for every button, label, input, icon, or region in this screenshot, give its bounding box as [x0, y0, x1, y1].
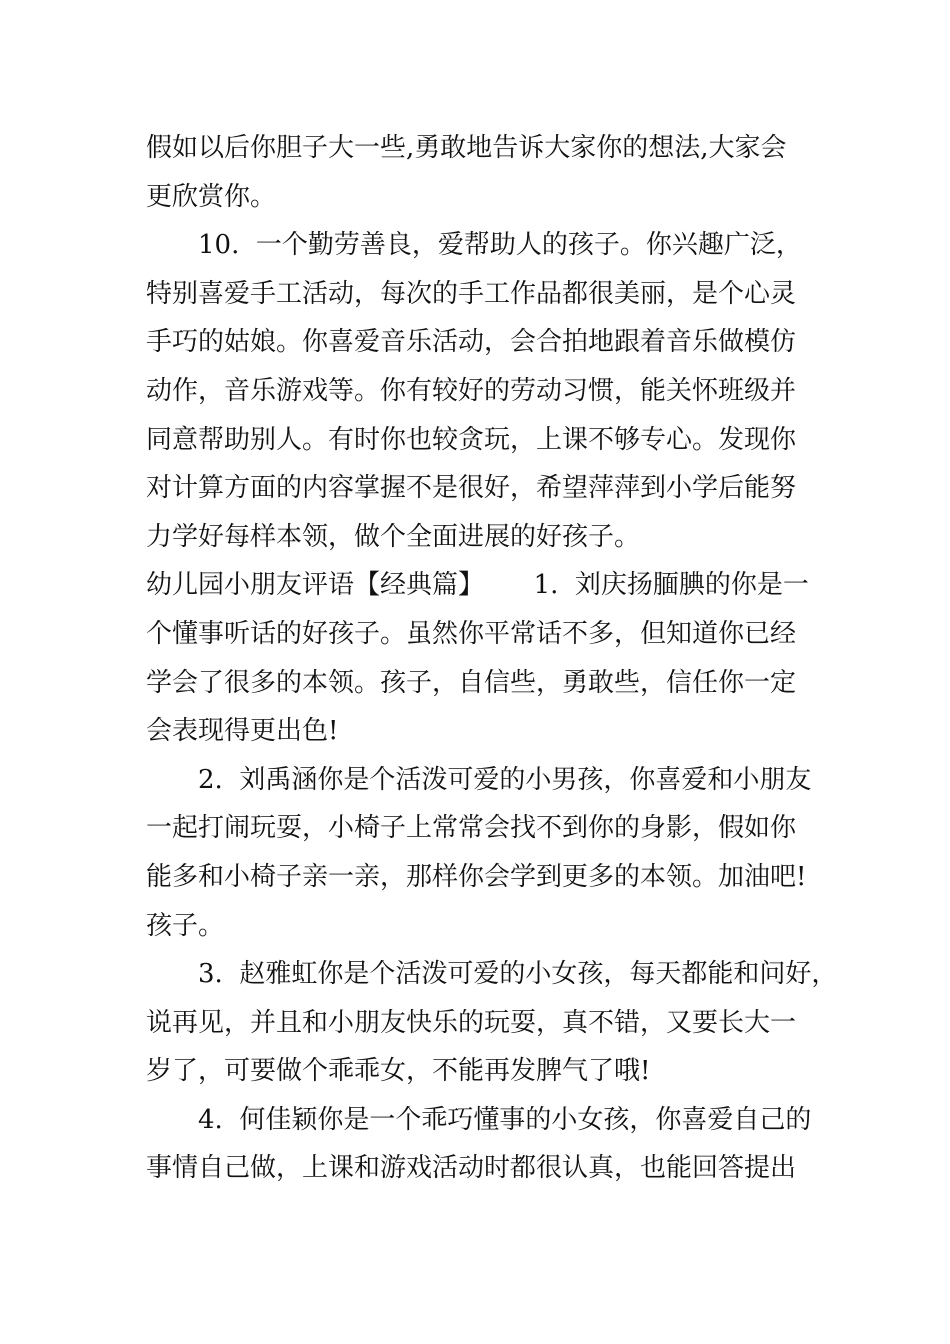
text-line: 2. 刘禹涵你是个活泼可爱的小男孩，你喜爱和小朋友 [198, 764, 812, 795]
text-line: 特别喜爱手工活动，每次的手工作品都很美丽，是个心灵 [146, 278, 797, 309]
text-line: 岁了，可要做个乖乖女，不能再发脾气了哦! [146, 1056, 651, 1087]
text-line: 3. 赵雅虹你是个活泼可爱的小女孩，每天都能和问好， [198, 959, 838, 990]
text-line: 手巧的姑娘。你喜爱音乐活动，会合拍地跟着音乐做模仿 [146, 327, 797, 358]
text-line: 能多和小椅子亲一亲，那样你会学到更多的本领。加油吧! [146, 861, 807, 892]
text-line: 个懂事听话的好孩子。虽然你平常话不多，但知道你已经 [146, 618, 797, 649]
text-line: 假如以后你胆子大一些,勇敢地告诉大家你的想法,大家会 [146, 133, 787, 163]
text-line: 力学好每样本领，做个全面进展的好孩子。 [146, 521, 641, 552]
text-line: 会表现得更出色! [146, 716, 339, 747]
text-line: 一起打闹玩耍，小椅子上常常会找不到你的身影，假如你 [146, 813, 797, 844]
text-line: 事情自己做，上课和游戏活动时都很认真，也能回答提出 [146, 1153, 797, 1184]
text-line: 学会了很多的本领。孩子，自信些，勇敢些，信任你一定 [146, 667, 797, 698]
document-body [146, 124, 838, 1193]
text-line: 说再见，并且和小朋友快乐的玩耍，真不错，又要长大一 [146, 1007, 797, 1038]
text-line: 更欣赏你。 [146, 181, 277, 212]
text-line: 幼儿园小朋友评语【经典篇】 1. 刘庆扬腼腆的你是一 [146, 570, 809, 601]
text-line: 10. 一个勤劳善良，爱帮助人的孩子。你兴趣广泛， [198, 230, 802, 261]
text-line: 孩子。 [146, 910, 225, 941]
text-line: 动作，音乐游戏等。你有较好的劳动习惯，能关怀班级并 [146, 375, 797, 406]
text-line: 同意帮助别人。有时你也较贪玩，上课不够专心。发现你 [146, 424, 797, 455]
text-line: 4. 何佳颖你是一个乖巧懂事的小女孩，你喜爱自己的 [198, 1104, 812, 1135]
text-line: 对计算方面的内容掌握不是很好，希望萍萍到小学后能努 [146, 473, 797, 504]
